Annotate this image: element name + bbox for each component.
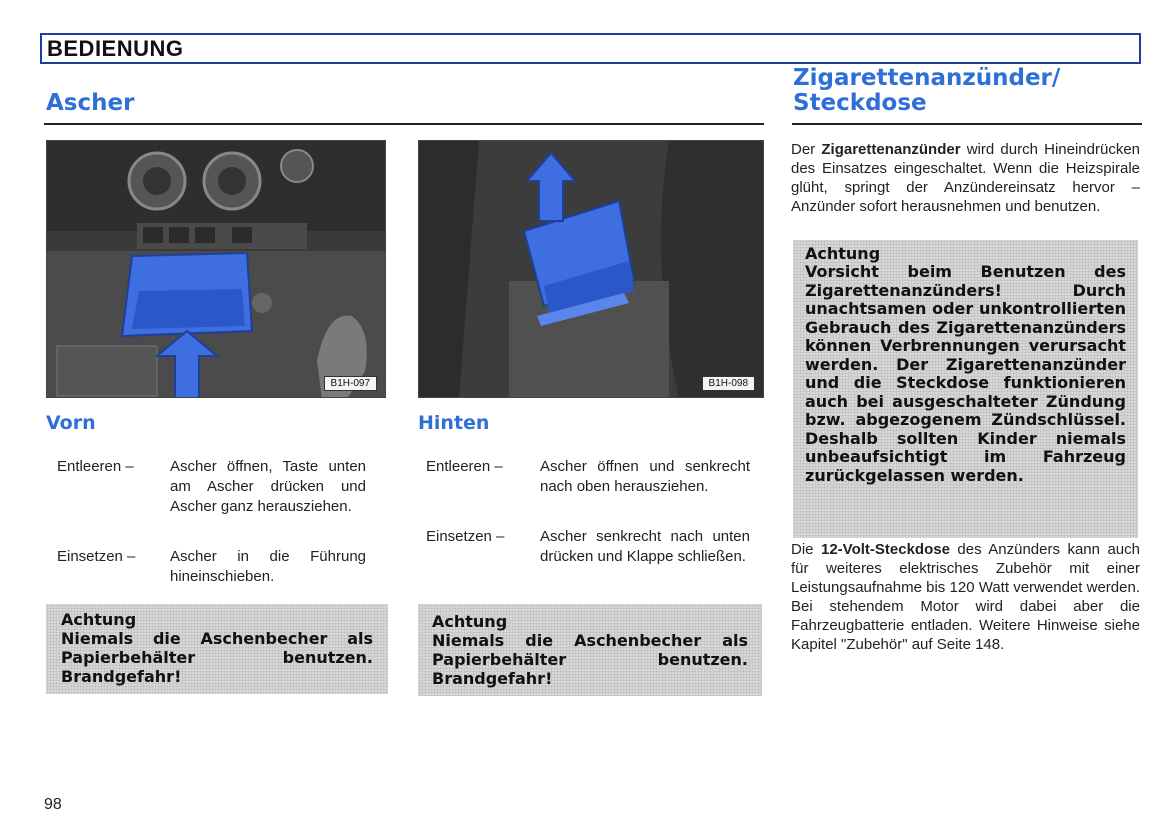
rear-ashtray-illustration: [419, 141, 764, 398]
section-title-zigarettenanzuender: [793, 66, 1060, 116]
text-einsetzen-rear: Ascher senkrecht nach unten drücken und Klappe schließen.: [540, 528, 750, 565]
chapter-header: [40, 33, 1141, 64]
outro-keyword: 12-Volt-Steckdose: [821, 541, 950, 558]
intro-rest: wird durch Hineindrücken des Einsatzes eingeschaltet. Wenn die Heizspirale glüht, springt der Anzündereinsatz hervor – Anzünder sofort herausnehmen und benutzen.: [791, 141, 1140, 215]
warning-title-front: Achtung: [61, 610, 137, 629]
page-number: 98: [44, 796, 62, 813]
outro-prefix: Die: [791, 541, 821, 558]
intro-keyword: Zigarettenanzünder: [821, 141, 961, 158]
warning-box-front: [46, 604, 388, 694]
front-ashtray-illustration: [47, 141, 386, 398]
subheading-hinten: Hinten: [418, 412, 490, 434]
section-rule-left: [44, 123, 764, 125]
warning-body-rear: Niemals die Aschenbecher als Papierbehälter benutzen. Brandgefahr!: [432, 631, 748, 688]
warning-box-right: [793, 240, 1138, 538]
photo-code-rear: B1H-098: [702, 376, 755, 391]
section-title-line2: Steckdose: [793, 90, 927, 116]
outro-paragraph: [791, 540, 1140, 654]
photo-code-front: B1H-097: [324, 376, 377, 391]
intro-paragraph: [791, 140, 1140, 216]
section-rule-right: [792, 123, 1142, 125]
text-entleeren-front: Ascher öffnen, Taste unten am Ascher drücken und Ascher ganz herausziehen.: [170, 458, 366, 515]
intro-prefix: Der: [791, 141, 822, 158]
label-entleeren-front: Entleeren –: [57, 458, 134, 475]
label-einsetzen-front: Einsetzen –: [57, 548, 136, 565]
section-title-ascher: Ascher: [46, 90, 135, 116]
chapter-title: BEDIENUNG: [47, 36, 184, 61]
warning-body-right: Vorsicht beim Benutzen des Zigarettenanzünders! Durch unachtsamen oder unkontrollierten Gebrauch des Zigarettenanzünders können Verbrennungen verursacht werden. Der Zigarettenanzünder und die Steckdose funktionieren auch bei ausgeschalteter Zündung bzw. abgezogenem Zündschlüssel. Deshalb sollten Kinder niemals unbeaufsichtigt im Fahrzeug zurückgelassen werden.: [805, 262, 1126, 485]
outro-rest: des Anzünders kann auch für weiteres elektrisches Zubehör mit einer Leistungsaufnahme bis 120 Watt verwendet werden. Bei stehendem Motor wird dabei aber die Fahrzeugbatterie entladen. Weitere Hinweise siehe Kapitel "Zubehör" auf Seite 148.: [791, 541, 1140, 653]
text-einsetzen-front: Ascher in die Führung hineinschieben.: [170, 548, 366, 585]
section-title-line1: Zigarettenanzünder/: [793, 65, 1061, 91]
photo-front-ashtray: [46, 140, 386, 398]
warning-box-rear: [418, 604, 762, 696]
warning-title-rear: Achtung: [432, 612, 508, 631]
text-entleeren-rear: Ascher öffnen und senkrecht nach oben herausziehen.: [540, 458, 750, 495]
subheading-vorn: Vorn: [46, 412, 96, 434]
label-entleeren-rear: Entleeren –: [426, 458, 503, 475]
photo-rear-ashtray: [418, 140, 764, 398]
label-einsetzen-rear: Einsetzen –: [426, 528, 505, 545]
warning-body-front: Niemals die Aschenbecher als Papierbehälter benutzen. Brandgefahr!: [61, 629, 373, 686]
warning-title-right: Achtung: [805, 244, 881, 263]
